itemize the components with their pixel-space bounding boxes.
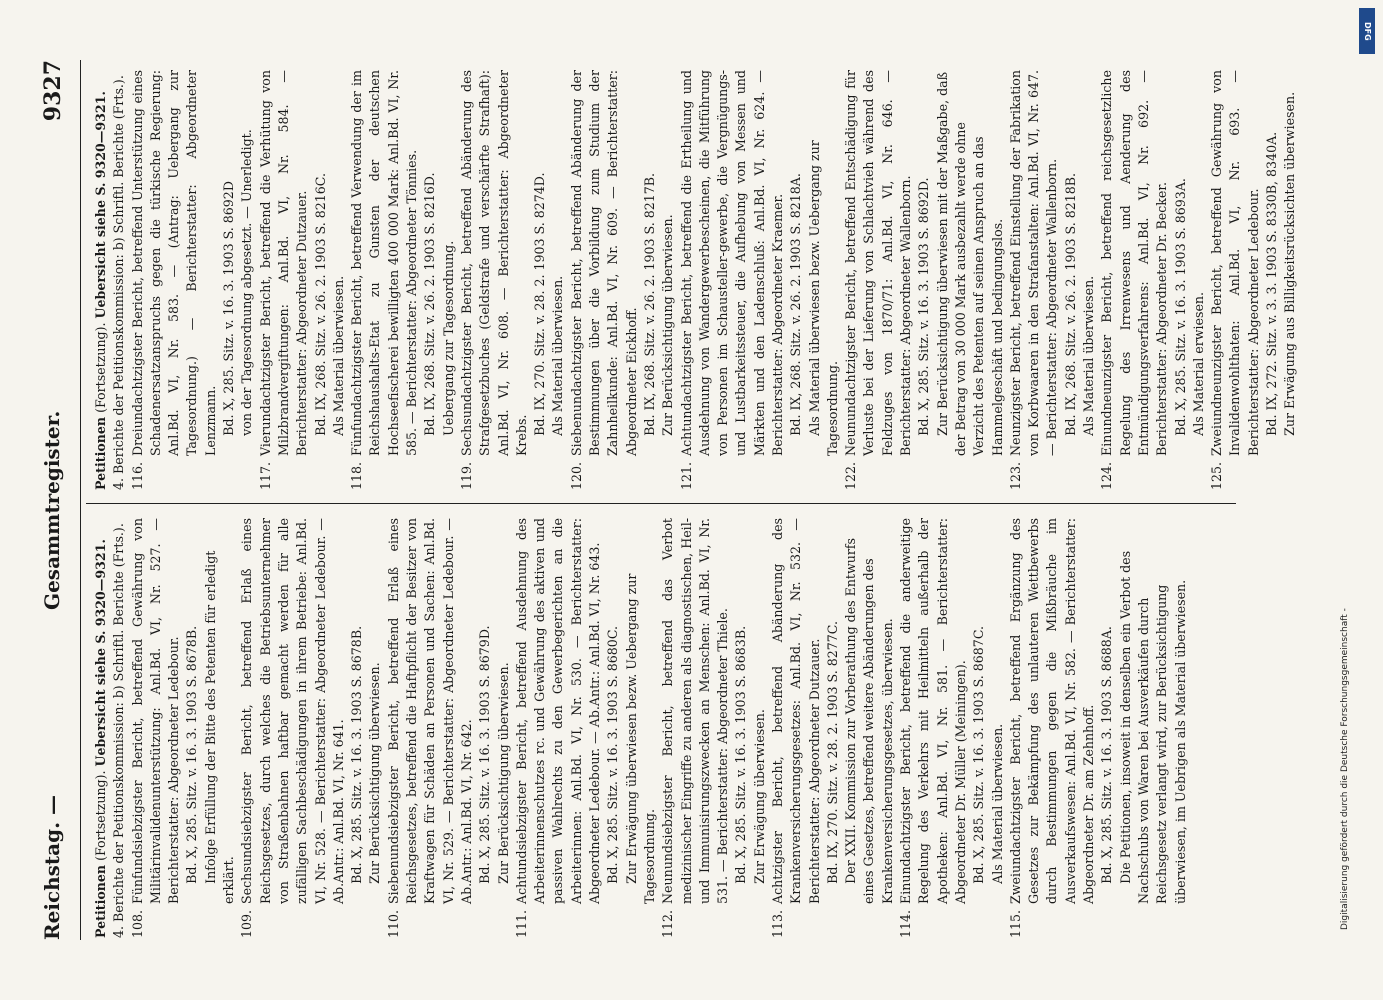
index-entry bbox=[568, 70, 678, 490]
entry-main bbox=[238, 518, 348, 938]
entry-note: Die Petitionen, insoweit in denselben ein Verbot des Nachschubs von Waren bei Ausverkäufen durch Reichsgesetz verlangt wird, zur Berücksichtigung überwiesen, im Uebrigen als Material überwiesen. bbox=[1117, 550, 1188, 904]
entry-number: 124. bbox=[1099, 461, 1115, 490]
index-entry bbox=[1098, 70, 1208, 490]
entry-text: Dreiundachtzigster Bericht, betreffend Unterstützung eines Schadenersatzanspruchs gegen die türkische Regierung: Anl.Bd. VI, Nr. 583. — (Antrag: Uebergang zur Tagesordnung.) — Berichterstatter: Abgeordneter Lenzmann. bbox=[129, 70, 218, 456]
entry-main bbox=[568, 70, 641, 490]
index-entry bbox=[385, 518, 513, 938]
right-column bbox=[92, 70, 1300, 490]
entry-reference: Bd. IX, 272. Sitz. v. 3. 3. 1903 S. 8330B, 8340A. bbox=[1264, 131, 1279, 436]
entry-note: Zur Erwägung überwiesen. bbox=[751, 709, 767, 884]
entry-main bbox=[1098, 70, 1171, 490]
entry-note: Infolge Erfüllung der Bitte des Petenten für erledigt erklärt. bbox=[202, 550, 237, 904]
entry-number: 109. bbox=[239, 909, 255, 938]
entry-note: Zur Berücksichtigung überwiesen mit der Maßgabe, daß der Betrag von 30 000 Mark ausbezahlt werde ohne Verzicht des Petenten auf seinen Anspruch an das Hammelgeschäft und bedingungslos. bbox=[934, 71, 1005, 456]
index-entry bbox=[769, 518, 897, 938]
entry-reference: Bd. X, 285. Sitz. v. 16. 3. 1903 S. 8680C. bbox=[605, 625, 621, 884]
left-subheading: 4. Berichte der Petitionskommission: b) Schriftl. Berichte (Frts.). bbox=[111, 523, 127, 938]
entry-reference: Bd. IX, 270. Sitz. v. 28. 2. 1903 S. 8274D. bbox=[532, 172, 548, 436]
entry-number: 112. bbox=[660, 909, 676, 938]
index-entry bbox=[129, 518, 239, 938]
entry-reference: Bd. IX, 270. Sitz. v. 28. 2. 1903 S. 8277C. bbox=[824, 621, 840, 884]
entry-text: Sechsundachtzigster Bericht, betreffend Abänderung des Strafgesetzbuches (Geldstrafe und verschärfte Strafhaft): Anl.Bd. VI, Nr. 608. — Berichterstatter: Abgeordneter Krebs. bbox=[458, 70, 529, 456]
left-heading-ref: Uebersicht siehe S. 9320—9321. bbox=[93, 539, 108, 767]
entry-note: Als Material überwiesen. bbox=[550, 275, 566, 436]
entry-number: 122. bbox=[843, 461, 859, 490]
entry-number: 117. bbox=[257, 461, 273, 490]
entry-number: 115. bbox=[1007, 909, 1023, 938]
right-entries bbox=[129, 70, 1300, 490]
entry-note: Zur Berücksichtigung überwiesen. bbox=[660, 214, 676, 436]
entry-text: Einundachtzigster Bericht, betreffend die anderweitige Regelung des Verkehrs mit Heilmitteln außerhalb der Apotheken: Anl.Bd. VI, Nr. 581. — Berichterstatter: Abgeordneter Dr. Müller (Meiningen). bbox=[898, 518, 968, 904]
entry-main bbox=[1208, 70, 1263, 490]
entry-main bbox=[1007, 70, 1062, 490]
entry-main bbox=[348, 70, 421, 490]
entry-text: Einundneunzigster Bericht, betreffend reichsgesetzliche Regelung des Irrenwesens und Aenderung des Entmündigungsverfahrens: Anl.Bd. VI, Nr. 692. — Berichterstatter: Abgeordneter Dr. Becker. bbox=[1099, 70, 1170, 456]
entry-note: von der Tagesordnung abgesetzt. — Unerledigt. bbox=[239, 129, 255, 436]
entry-main bbox=[678, 70, 788, 490]
column-divider bbox=[86, 503, 1236, 504]
left-heading: Petitionen bbox=[93, 864, 108, 938]
entry-main bbox=[513, 518, 604, 938]
entry-text: Neunzigster Bericht, betreffend Einstellung der Fabrikation von Korbwaaren in den Strafanstalten: Anl.Bd. VI, Nr. 647. — Berichterstatter: Abgeordneter Wallenborn. bbox=[1007, 70, 1060, 456]
right-heading-ref: Uebersicht siehe S. 9320—9321. bbox=[93, 91, 108, 319]
entry-note: Als Material überwiesen bezw. Uebergang zur Tagesordnung. bbox=[806, 140, 840, 456]
entry-note: Zur Berücksichtigung überwiesen. bbox=[495, 662, 511, 884]
left-column bbox=[92, 518, 1190, 938]
left-entries bbox=[129, 518, 1190, 938]
page-header bbox=[40, 60, 80, 940]
dfg-logo: DFG bbox=[1359, 8, 1375, 54]
entry-reference: Bd. X, 285. Sitz. v. 16. 3. 1903 S. 8683B. bbox=[733, 625, 749, 884]
right-heading: Petitionen bbox=[93, 416, 108, 490]
index-entry bbox=[1208, 70, 1299, 490]
entry-number: 108. bbox=[129, 909, 145, 938]
left-heading-line bbox=[92, 518, 110, 938]
entry-number: 114. bbox=[898, 909, 914, 938]
index-entry bbox=[458, 70, 568, 490]
entry-reference: Bd. X, 285. Sitz. v. 16. 3. 1903 S. 8679D. bbox=[477, 625, 493, 884]
entry-main bbox=[1007, 518, 1098, 938]
index-entry bbox=[1007, 70, 1098, 490]
index-entry bbox=[238, 518, 384, 938]
left-heading-suffix: (Fortsetzung). bbox=[93, 770, 108, 861]
entry-main bbox=[385, 518, 476, 938]
entry-number: 119. bbox=[458, 461, 474, 490]
entry-number: 123. bbox=[1007, 461, 1023, 490]
index-entry bbox=[129, 70, 257, 490]
entry-note: Zur Erwägung überwiesen bezw. Uebergang zur Tagesordnung. bbox=[623, 573, 657, 904]
entry-main bbox=[897, 518, 970, 938]
index-entry bbox=[513, 518, 659, 938]
index-entry bbox=[257, 70, 348, 490]
entry-reference: Bd. X, 285. Sitz. v. 16. 3. 1903 S. 8692D. bbox=[916, 177, 932, 436]
entry-reference: Bd. IX, 268. Sitz. v. 26. 2. 1903 S. 8218A. bbox=[788, 173, 804, 436]
entry-text: Siebenundsiebzigster Bericht, betreffend Erlaß eines Reichsgesetzes, betreffend die Haftpflicht der Besitzer von Kraftwagen für Schäden an Personen und Sachen: Anl.Bd. VI, Nr. 529. — Berichterstatter: Abgeordneter Ledebour. — Ab.Antr.: Anl.Bd. VI, Nr. 642. bbox=[385, 518, 474, 904]
entry-text: Siebenundachtzigster Bericht, betreffend Abänderung der Bestimmungen über die Vorbildung zum Studium der Zahnheilkunde: Anl.Bd. VI, Nr. 609. — Berichterstatter: Abgeordneter Eickhoff. bbox=[568, 70, 639, 456]
index-entry bbox=[897, 518, 1007, 938]
index-entry bbox=[842, 70, 1007, 490]
header-left: Reichstag. — bbox=[40, 794, 64, 940]
entry-reference: Bd. IX, 268. Sitz. v. 26. 2. 1903 S. 8216D. bbox=[422, 172, 438, 436]
right-heading-line bbox=[92, 70, 110, 490]
index-entry bbox=[348, 70, 458, 490]
entry-reference: Bd. X, 285. Sitz. v. 16. 3. 1903 S. 8693A. bbox=[1172, 178, 1188, 436]
entry-number: 125. bbox=[1209, 461, 1225, 490]
entry-main bbox=[129, 70, 220, 490]
entry-note: Als Material überwiesen. bbox=[1081, 275, 1097, 436]
right-heading-suffix: (Fortsetzung). bbox=[93, 322, 108, 413]
entry-number: 120. bbox=[568, 461, 584, 490]
entry-number: 110. bbox=[385, 909, 401, 938]
entry-reference: Bd. X, 285. Sitz. v. 16. 3. 1903 S. 8687C. bbox=[971, 625, 987, 884]
entry-main bbox=[659, 518, 732, 938]
entry-text: Vierundachtzigster Bericht, betreffend die Verhütung von Milzbrandvergiftungen: Anl.Bd. VI, Nr. 584. — Berichterstatter: Abgeordneter Dutzauer. bbox=[257, 70, 310, 456]
entry-number: 111. bbox=[513, 909, 529, 938]
entry-number: 118. bbox=[349, 461, 365, 490]
entry-note: Als Material erwiesen. bbox=[1190, 291, 1206, 436]
entry-text: Zweiundneunzigster Bericht, betreffend Gewährung von Invalidenwohlthaten: Anl.Bd. VI, Nr. 693. — Berichterstatter: Abgeordneter Ledebour. bbox=[1209, 70, 1261, 456]
index-entry bbox=[1007, 518, 1190, 938]
entry-main bbox=[129, 518, 184, 938]
entry-main bbox=[458, 70, 531, 490]
header-center: Gesammtregister. bbox=[40, 410, 64, 610]
entry-note: Als Material überwiesen. bbox=[330, 275, 346, 436]
entry-number: 116. bbox=[129, 461, 145, 490]
entry-text: Achtundachtzigster Bericht, betreffend die Ertheilung und Ausdehnung von Wandergewerbescheinen, die Mitführung von Personen im Schausteller-gewerbe, die Vergnügungs- und Lustbarkeitssteuer, die Aufhebung von Messen und Märkten und den Ladenschluß: Anl.Bd. VI, Nr. 624. — Berichterstatter: Abgeordneter Kraemer. bbox=[678, 70, 785, 456]
entry-note: Uebergang zur Tagesordnung. bbox=[440, 240, 456, 436]
index-entry bbox=[678, 70, 843, 490]
entry-text: Neunundachtzigster Bericht, betreffend Entschädigung für Verluste bei der Lieferung von Schlachtvieh während des Feldzuges von 1870/71: Anl.Bd. VI, Nr. 646. — Berichterstatter: Abgeordneter Wallenborn. bbox=[843, 70, 914, 456]
entry-main bbox=[257, 70, 312, 490]
page-number: 9327 bbox=[40, 60, 66, 122]
entry-main bbox=[769, 518, 824, 938]
entry-number: 113. bbox=[769, 909, 785, 938]
entry-note: Zur Erwägung aus Billigkeitsrücksichten überwiesen. bbox=[1282, 91, 1298, 436]
entry-reference: Bd. X, 285. Sitz. v. 16. 3. 1903 S. 8692D bbox=[221, 181, 237, 436]
entry-text: Achtundsiebzigster Bericht, betreffend Ausdehnung des Arbeiterinnenschutzes rc. und Gewährung des aktiven und passiven Wahlrechts zu den Gewerbegerichten an die Arbeiterinnen: Anl.Bd. VI, Nr. 530. — Berichterstatter: Abgeordneter Ledebour. — Ab.Antr.: Anl.Bd. VI, Nr. 643. bbox=[513, 518, 603, 904]
entry-note: Der XXII. Kommission zur Vorberathung des Entwurfs eines Gesetzes, betreffend weitere Abänderungen des Krankenversicherungsgesetzes, überwiesen. bbox=[843, 537, 895, 904]
entry-main bbox=[842, 70, 915, 490]
entry-text: Fünfundachtzigster Bericht, betreffend Verwendung der im Reichshaushalts-Etat zu Gunsten der deutschen Hochseefischerei bewilligten 400 000 Mark: Anl.Bd. VI, Nr. 585. — Berichterstatter: Abgeordneter Tönnies. bbox=[349, 70, 420, 456]
entry-text: Achtzigster Bericht, betreffend Abänderung des Krankenversicherungsgesetzes: Anl.Bd. VI, Nr. 532. — Berichterstatter: Abgeordneter Dutzauer. bbox=[769, 518, 822, 904]
entry-reference: Bd. IX, 268. Sitz. v. 26. 2. 1903 S. 8216C. bbox=[312, 173, 328, 436]
entry-reference: Bd. X, 285. Sitz. v. 16. 3. 1903 S. 8678B. bbox=[349, 625, 365, 884]
entry-text: Sechsundsiebzigster Bericht, betreffend Erlaß eines Reichsgesetzes, durch welches die Betriebsunternehmer von Straßenbahnen haftbar gemacht werden für alle zufälligen Sachbeschädigungen in ihrem Betriebe: Anl.Bd. VI, Nr. 528. — Berichterstatter: Abgeordneter Ledebour. — Ab.Antr.: Anl.Bd. VI, Nr. 641. bbox=[239, 518, 346, 904]
right-subheading: 4. Berichte der Petitionskommission: b) Schriftl. Berichte (Frts.). bbox=[111, 75, 127, 490]
entry-text: Fünfundsiebzigster Bericht, betreffend Gewährung von Militärinvalidenunterstützung: Anl.Bd. VI, Nr. 527. — Berichterstatter: Abgeordneter Ledebour. bbox=[129, 518, 182, 904]
digitization-note: Digitalisierung gefördert durch die Deutsche Forschungsgemeinschaft - bbox=[1340, 608, 1350, 930]
entry-reference: Bd. IX, 268. Sitz. v. 26. 2. 1903 S. 8217B. bbox=[641, 172, 657, 436]
entry-reference: Bd. X, 285. Sitz. v. 16. 3. 1903 S. 8688A. bbox=[1099, 626, 1115, 884]
entry-text: Neunundsiebzigster Bericht, betreffend das Verbot medizinischer Eingriffe zu anderen als diagnostischen, Heil- und Immunisirungszwecken an Menschen: Anl.Bd. VI, Nr. 531. — Berichterstatter: Abgeordneter Thiele. bbox=[660, 518, 731, 904]
entry-number: 121. bbox=[678, 461, 694, 490]
entry-text: Zweiundachtzigster Bericht, betreffend Ergänzung des Gesetzes zur Bekämpfung des unlauteren Wettbewerbs durch Bestimmungen gegen die Mißbräuche im Ausverkaufswesen: Anl.Bd. VI, Nr. 582. — Berichterstatter: Abgeordneter Dr. am Zehnhoff. bbox=[1007, 518, 1097, 904]
index-entry bbox=[659, 518, 769, 938]
entry-note: Als Material überwiesen. bbox=[989, 723, 1005, 884]
entry-note: Zur Berücksichtigung überwiesen. bbox=[367, 662, 383, 884]
entry-reference: Bd. IX, 268. Sitz. v. 26. 2. 1903 S. 8218B. bbox=[1062, 172, 1078, 436]
entry-reference: Bd. X, 285. Sitz. v. 16. 3. 1903 S. 8678B. bbox=[184, 625, 200, 884]
header-rule bbox=[80, 60, 81, 940]
